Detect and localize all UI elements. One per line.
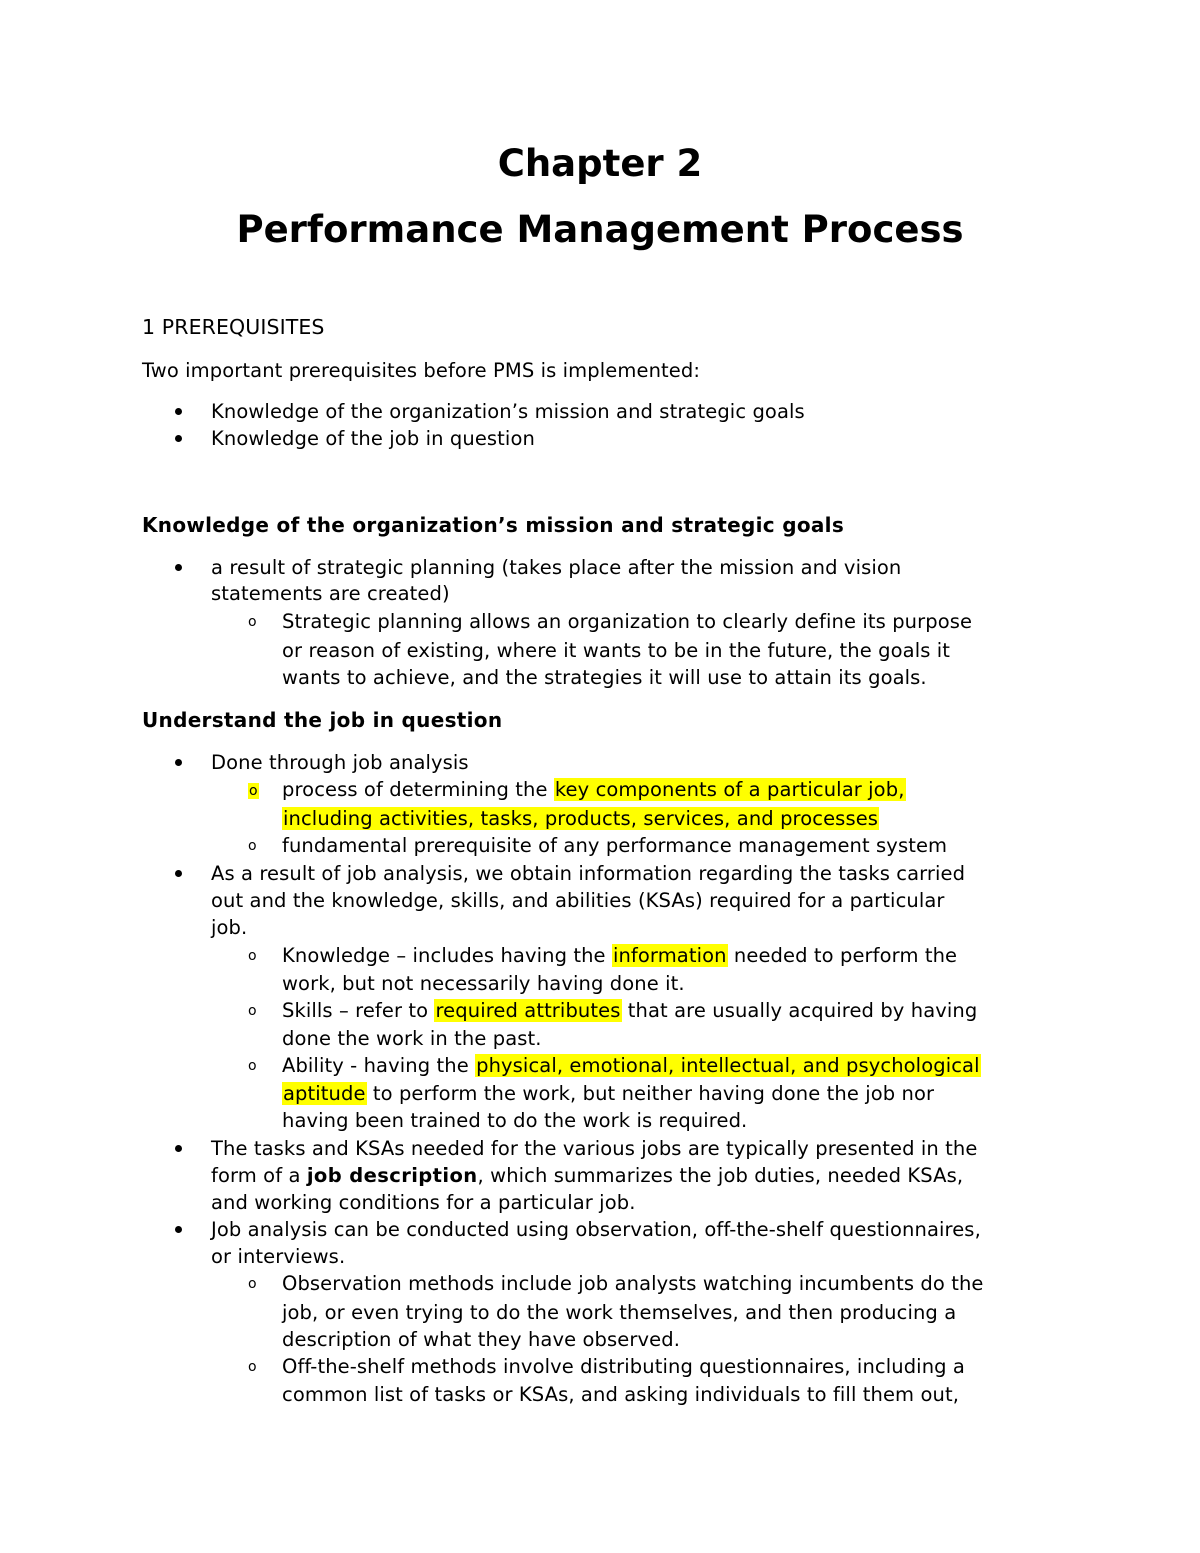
- sub-bullet-highlight: o: [249, 783, 258, 799]
- text-run: Skills – refer to: [282, 999, 435, 1022]
- sub-list-item-continuation: work, but not necessarily having done it.: [282, 972, 685, 995]
- sub-list-item: Observation methods include job analysts watching incumbents do the: [282, 1272, 984, 1295]
- text-run: needed to perform the: [727, 944, 958, 967]
- list-item: Done through job analysis: [211, 751, 469, 774]
- bullet-icon: [175, 759, 182, 766]
- sub-bullet-icon: o: [248, 1359, 257, 1375]
- highlighted-text: key components of a particular job,: [554, 778, 905, 801]
- bullet-icon: [175, 435, 182, 442]
- sub-list-item-continuation: [282, 806, 879, 832]
- section-heading-prerequisites: 1 PREREQUISITES: [142, 315, 325, 339]
- highlighted-text: required attributes: [435, 999, 621, 1022]
- list-item: Knowledge of the organization’s mission and strategic goals: [211, 400, 805, 423]
- text-run: Ability - having the: [282, 1054, 476, 1077]
- text-run: , which summarizes the job duties, needed KSAs,: [477, 1164, 964, 1187]
- sub-list-item: [282, 1053, 981, 1079]
- page-title: Performance Management Process: [236, 208, 964, 251]
- sub-list-item-continuation: [282, 1081, 934, 1107]
- list-item-continuation: or interviews.: [211, 1245, 346, 1268]
- sub-list-item: fundamental prerequisite of any performance management system: [282, 834, 948, 857]
- sub-list-item: [282, 777, 906, 803]
- highlighted-text: physical, emotional, intellectual, and psychological: [476, 1054, 980, 1077]
- sub-list-item-continuation: description of what they have observed.: [282, 1328, 680, 1351]
- section-heading-mission: Knowledge of the organization’s mission and strategic goals: [142, 513, 845, 537]
- sub-bullet-icon: o: [248, 614, 257, 630]
- list-item-continuation: [211, 1163, 963, 1189]
- highlighted-text: including activities, tasks, products, services, and processes: [283, 807, 879, 830]
- text-run: that are usually acquired by having: [621, 999, 978, 1022]
- sub-bullet-icon: o: [248, 1276, 257, 1292]
- section-heading-job: Understand the job in question: [142, 708, 503, 732]
- bullet-icon: [175, 1145, 182, 1152]
- list-item-continuation: out and the knowledge, skills, and abilities (KSAs) required for a particular: [211, 889, 945, 912]
- sub-bullet-icon: [248, 783, 259, 799]
- text-run: process of determining the: [282, 778, 554, 801]
- sub-bullet-icon: o: [248, 1058, 257, 1074]
- sub-bullet-icon: o: [248, 1003, 257, 1019]
- highlighted-text: information: [612, 944, 727, 967]
- sub-bullet-icon: o: [248, 838, 257, 854]
- prerequisites-intro: Two important prerequisites before PMS is implemented:: [142, 359, 701, 382]
- list-item: The tasks and KSAs needed for the various jobs are typically presented in the: [211, 1137, 978, 1160]
- list-item-continuation: statements are created): [211, 582, 450, 605]
- bullet-icon: [175, 1226, 182, 1233]
- sub-list-item: [282, 998, 977, 1024]
- list-item: As a result of job analysis, we obtain information regarding the tasks carried: [211, 862, 966, 885]
- text-run: form of a: [211, 1164, 307, 1187]
- sub-bullet-icon: o: [248, 948, 257, 964]
- sub-list-item-continuation: done the work in the past.: [282, 1027, 542, 1050]
- list-item-continuation: job.: [211, 916, 248, 939]
- list-item: a result of strategic planning (takes place after the mission and vision: [211, 556, 902, 579]
- bullet-icon: [175, 408, 182, 415]
- sub-list-item-continuation: common list of tasks or KSAs, and asking individuals to fill them out,: [282, 1383, 959, 1406]
- list-item: Job analysis can be conducted using observation, off-the-shelf questionnaires,: [211, 1218, 981, 1241]
- sub-list-item: Strategic planning allows an organization to clearly define its purpose: [282, 610, 973, 633]
- bullet-icon: [175, 564, 182, 571]
- sub-list-item: Off-the-shelf methods involve distributing questionnaires, including a: [282, 1355, 965, 1378]
- highlighted-text: aptitude: [283, 1082, 366, 1105]
- sub-list-item: [282, 943, 957, 969]
- chapter-number: Chapter 2: [497, 142, 703, 185]
- sub-list-item-continuation: job, or even trying to do the work themselves, and then producing a: [282, 1301, 957, 1324]
- bullet-icon: [175, 870, 182, 877]
- text-run: to perform the work, but neither having done the job nor: [366, 1082, 935, 1105]
- sub-list-item-continuation: or reason of existing, where it wants to be in the future, the goals it: [282, 639, 951, 662]
- sub-list-item-continuation: wants to achieve, and the strategies it will use to attain its goals.: [282, 666, 927, 689]
- list-item: Knowledge of the job in question: [211, 427, 535, 450]
- sub-list-item-continuation: having been trained to do the work is required.: [282, 1109, 748, 1132]
- bold-term: job description: [306, 1164, 478, 1187]
- list-item-continuation: and working conditions for a particular job.: [211, 1191, 636, 1214]
- text-run: Knowledge – includes having the: [282, 944, 612, 967]
